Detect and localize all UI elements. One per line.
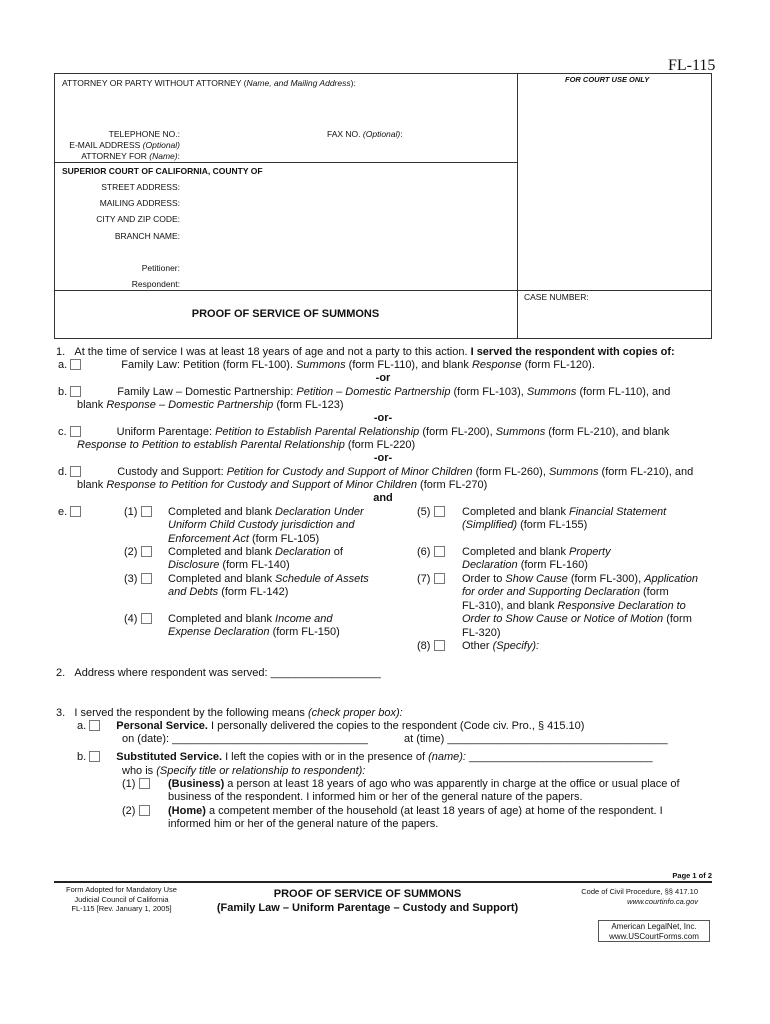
item1b-line2: blank Response – Domestic Partnership (form FL-123) [77, 399, 344, 411]
and-separator: and [373, 492, 393, 504]
checkbox-1b[interactable] [70, 386, 81, 397]
checkbox-3b1[interactable] [139, 778, 150, 789]
item3b1-text: (Business) a person at least 18 years of ago who was apparently in charge at the office or usual place of business of the respondent. I informed him or her of the general nature of the papers. [168, 778, 680, 804]
item1e3-num: (3) [124, 573, 152, 586]
item1d-line: d. Custody and Support: Petition for Custody and Support of Minor Children (form FL-260), Summons (form FL-210), and [58, 466, 694, 478]
city-label: CITY AND ZIP CODE: [96, 214, 180, 224]
footer-rule [54, 881, 712, 883]
item3a-time: at (time) ____________________________________ [404, 733, 668, 745]
item3-intro: 3. I served the respondent by the following means (check proper box): [56, 707, 403, 719]
item1e1-text: Completed and blank Declaration Under Uniform Child Custody jurisdiction and Enforcement Act (form FL-105) [168, 506, 364, 545]
street-label: STREET ADDRESS: [101, 182, 180, 192]
item3b-who: who is (Specify title or relationship to respondent): [122, 765, 366, 777]
email-label: E-MAIL ADDRESS (Optional) [69, 140, 180, 150]
caption-rule-court [54, 162, 517, 163]
or-separator-2: -or- [373, 412, 393, 424]
mailing-label: MAILING ADDRESS: [99, 198, 180, 208]
court-use-label: FOR COURT USE ONLY [565, 75, 650, 84]
legalnet-stamp: American LegalNet, Inc. www.USCourtForms.com [598, 920, 710, 942]
form-number: FL-115 [668, 57, 716, 74]
case-number-label: CASE NUMBER: [524, 292, 589, 302]
checkbox-1e1[interactable] [141, 506, 152, 517]
item1e6-num: (6) [417, 546, 445, 559]
or-separator-3: -or- [373, 452, 393, 464]
checkbox-1e8[interactable] [434, 640, 445, 651]
item1e2-num: (2) [124, 546, 152, 559]
item1e4-text: Completed and blank Income and Expense Declaration (form FL-150) [168, 613, 340, 639]
court-label: SUPERIOR COURT OF CALIFORNIA, COUNTY OF [62, 166, 263, 176]
checkbox-1c[interactable] [70, 426, 81, 437]
checkbox-3a[interactable] [89, 720, 100, 731]
caption-rule-case [54, 290, 712, 291]
checkbox-1a[interactable] [70, 359, 81, 370]
attorney-label: ATTORNEY OR PARTY WITHOUT ATTORNEY (Name, and Mailing Address): [62, 78, 356, 88]
item1e1-num: (1) [124, 506, 152, 519]
item1e4-num: (4) [124, 613, 152, 626]
page-number: Page 1 of 2 [672, 871, 712, 880]
item1a-line: a. Family Law: Petition (form FL-100). Summons (form FL-110), and blank Response (form FL-120). [58, 359, 595, 371]
caption-divider [517, 73, 518, 339]
checkbox-1e6[interactable] [434, 546, 445, 557]
item1e8-text: Other (Specify): [462, 640, 540, 652]
item3a-line: a. Personal Service. I personally delivered the copies to the respondent (Code civ. Pro., § 415.10) [77, 720, 585, 732]
checkbox-3b[interactable] [89, 751, 100, 762]
item1e7-text: Order to Show Cause (form FL-300), Application for order and Supporting Declaration (form FL-310), and blank Responsive Declaration to Order to Show Cause or Notice of Motion (form FL-320) [462, 573, 699, 639]
respondent-label: Respondent: [131, 279, 180, 289]
item2-line: 2. Address where respondent was served: __________________ [56, 667, 381, 679]
item1e5-text: Completed and blank Financial Statement (Simplified) (form FL-155) [462, 506, 667, 532]
item3b-line: b. Substituted Service. I left the copies with or in the presence of (name): ______________________________ [77, 751, 653, 763]
telephone-label: TELEPHONE NO.: [108, 129, 180, 139]
checkbox-3b2[interactable] [139, 805, 150, 816]
checkbox-1d[interactable] [70, 466, 81, 477]
item1e5-num: (5) [417, 506, 445, 519]
item1c-line: c. Uniform Parentage: Petition to Establish Parental Relationship (form FL-200), Summons (form FL-210), and blank [58, 426, 670, 438]
petitioner-label: Petitioner: [141, 263, 180, 273]
fax-label: FAX NO. (Optional): [327, 129, 403, 139]
item1b-line: b. Family Law – Domestic Partnership: Petition – Domestic Partnership (form FL-103), Summons (form FL-110), and [58, 386, 671, 398]
attorney-for-label: ATTORNEY FOR (Name): [81, 151, 180, 161]
footer-title: PROOF OF SERVICE OF SUMMONS (Family Law – Uniform Parentage – Custody and Support) [216, 888, 519, 914]
checkbox-1e5[interactable] [434, 506, 445, 517]
item1e7-num: (7) [417, 573, 445, 586]
code-reference: Code of Civil Procedure, §§ 417.10 www.courtinfo.ca.gov [581, 887, 698, 906]
branch-label: BRANCH NAME: [114, 231, 180, 241]
item3b1-num: (1) [122, 778, 150, 791]
form-adopted: Form Adopted for Mandatory Use Judicial Council of California FL-115 [Rev. January 1, 2005] [66, 885, 177, 913]
or-separator-1: -or [375, 372, 391, 384]
item3b2-num: (2) [122, 805, 150, 818]
checkbox-1e3[interactable] [141, 573, 152, 584]
item1e8-num: (8) [417, 640, 445, 653]
item1d-line2: blank Response to Petition for Custody and Support of Minor Children (form FL-270) [77, 479, 488, 491]
item3b2-text: (Home) a competent member of the household (at least 18 years of age) at home of the respondent. I informed him or her of the general nature of the papers. [168, 805, 663, 831]
page-title: PROOF OF SERVICE OF SUMMONS [191, 308, 380, 320]
item1-intro: 1. At the time of service I was at least 18 years of age and not a party to this action. I served the respondent with copies of: [56, 346, 675, 358]
item1e3-text: Completed and blank Schedule of Assets and Debts (form FL-142) [168, 573, 369, 599]
checkbox-1e7[interactable] [434, 573, 445, 584]
item3a-date: on (date): ________________________________ [122, 733, 368, 745]
item1e-letter: e. [58, 506, 81, 519]
checkbox-1e[interactable] [70, 506, 81, 517]
item1e2-text: Completed and blank Declaration of Disclosure (form FL-140) [168, 546, 343, 572]
item1c-line2: Response to Petition to establish Parental Relationship (form FL-220) [77, 439, 416, 451]
checkbox-1e2[interactable] [141, 546, 152, 557]
checkbox-1e4[interactable] [141, 613, 152, 624]
item1e6-text: Completed and blank Property Declaration (form FL-160) [462, 546, 611, 572]
